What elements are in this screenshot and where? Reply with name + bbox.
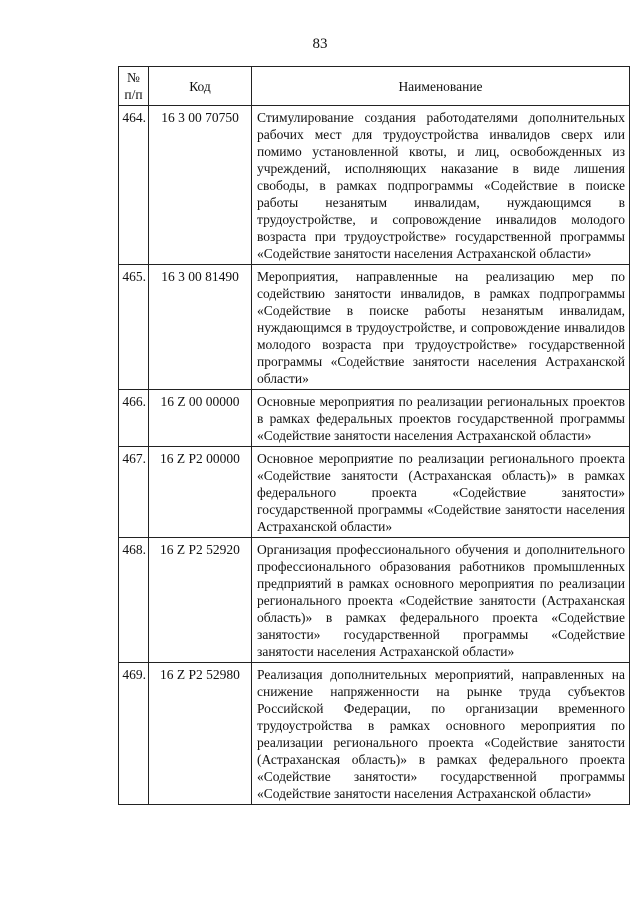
row-name: Стимулирование создания работодателями дополнительных рабочих мест для трудоустройства инвалидов сверх или помимо установленной квоты, и лиц, освобожденных из учреждений, исполняющих наказание в виде лишения свободы, в рамках подпрограммы «Содействие в поиске работы незанятым инвалидам, нуждающимся в трудоустройстве, и сопровождение инвалидов молодого возраста при трудоустройстве» государственной программы «Содействие занятости населения Астраханской области» xyxy=(252,106,630,265)
header-number: № п/п xyxy=(119,67,149,106)
table-row xyxy=(119,390,630,447)
row-number: 467. xyxy=(119,447,149,538)
row-code: 16 Z 00 00000 xyxy=(149,390,252,447)
table-row xyxy=(119,106,630,265)
table-row xyxy=(119,447,630,538)
header-code: Код xyxy=(149,67,252,106)
table-body xyxy=(119,106,630,805)
row-code: 16 Z P2 52920 xyxy=(149,538,252,663)
header-row xyxy=(119,67,630,106)
row-code: 16 3 00 70750 xyxy=(149,106,252,265)
row-name: Основное мероприятие по реализации регионального проекта «Содействие занятости (Астраханская область)» в рамках федерального проекта «Содействие занятости» государственной программы «Содействие занятости населения Астраханской области» xyxy=(252,447,630,538)
header-name: Наименование xyxy=(252,67,630,106)
row-name: Основные мероприятия по реализации региональных проектов в рамках федеральных проектов государственной программы «Содействие занятости населения Астраханской области» xyxy=(252,390,630,447)
row-name: Реализация дополнительных мероприятий, направленных на снижение напряженности на рынке труда субъектов Российской Федерации, по организации временного трудоустройства в рамках основного мероприятия по реализации регионального проекта «Содействие занятости (Астраханская область)» в рамках федерального проекта «Содействие занятости» государственной программы «Содействие занятости населения Астраханской области» xyxy=(252,663,630,805)
row-number: 468. xyxy=(119,538,149,663)
table-header xyxy=(119,67,630,106)
classification-table xyxy=(118,66,630,805)
row-number: 464. xyxy=(119,106,149,265)
row-name: Организация профессионального обучения и дополнительного профессионального образования работников промышленных предприятий в рамках основного мероприятия по реализации регионального проекта «Содействие занятости (Астраханская область)» в рамках федерального проекта «Содействие занятости» государственной программы «Содействие занятости населения Астраханской области» xyxy=(252,538,630,663)
row-code: 16 Z P2 00000 xyxy=(149,447,252,538)
table-row xyxy=(119,663,630,805)
table-row xyxy=(119,265,630,390)
row-name: Мероприятия, направленные на реализацию мер по содействию занятости инвалидов, в рамках подпрограммы «Содействие в поиске работы незанятым инвалидам, нуждающимся в трудоустройстве, и сопровождение инвалидов молодого возраста при трудоустройстве» государственной программы «Содействие занятости населения Астраханской области» xyxy=(252,265,630,390)
row-code: 16 3 00 81490 xyxy=(149,265,252,390)
row-number: 469. xyxy=(119,663,149,805)
row-number: 466. xyxy=(119,390,149,447)
table-row xyxy=(119,538,630,663)
row-code: 16 Z P2 52980 xyxy=(149,663,252,805)
row-number: 465. xyxy=(119,265,149,390)
page-number: 83 xyxy=(312,36,328,52)
